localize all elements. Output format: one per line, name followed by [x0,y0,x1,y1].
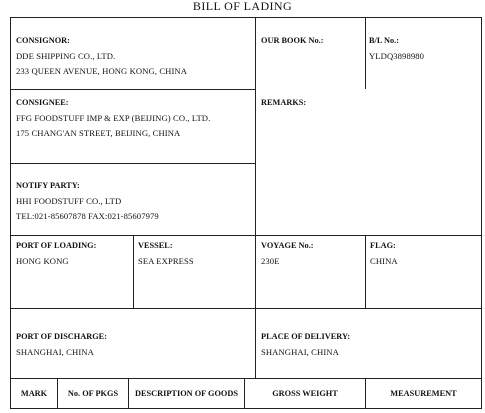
bl-no-section [369,33,479,64]
consignee-address: 175 CHANG'AN STREET, BEIJING, CHINA [16,128,181,139]
vessel-value: SEA EXPRESS [138,255,194,266]
remarks-section [261,95,476,111]
port-of-loading-section [16,238,130,269]
flag-value: CHINA [370,255,398,266]
consignor-label: CONSIGNOR: [16,36,70,45]
header-description-of-goods: DESCRIPTION OF GOODS [135,389,238,398]
divider-ports-bottom [10,308,482,309]
our-book-section [261,33,361,49]
our-book-label: OUR BOOK No.: [261,36,324,45]
header-gross-weight: GROSS WEIGHT [272,389,338,398]
port-of-discharge-label: PORT OF DISCHARGE: [16,332,107,341]
bl-no-label: B/L No.: [369,36,399,45]
header-no-of-pkgs: No. OF PKGS [67,389,119,398]
voyage-no-value: 230E [261,255,280,266]
port-of-loading-value: HONG KONG [16,255,69,266]
header-measurement: MEASUREMENT [390,389,457,398]
bl-no-value: YLDQ3898980 [369,50,425,61]
right-border [481,17,482,409]
header-mark: MARK [20,389,48,398]
remarks-label: REMARKS: [261,98,307,107]
vessel-label: VESSEL: [138,241,173,250]
document-title: BILL OF LADING [192,0,293,13]
divider-vessel-vertical [133,235,134,308]
port-of-loading-label: PORT OF LOADING: [16,241,97,250]
place-of-delivery-label: PLACE OF DELIVERY: [261,332,350,341]
bottom-border [10,408,482,409]
divider-booking-vertical [365,17,366,89]
notify-party-section [16,178,251,225]
consignor-name: DDE SHIPPING CO., LTD. [16,50,116,61]
notify-party-label: NOTIFY PARTY: [16,181,80,190]
voyage-no-label: VOYAGE No.: [261,241,314,250]
consignee-name: FFG FOODSTUFF IMP & EXP (BEIJING) CO., LTD. [16,112,211,123]
place-of-delivery-value: SHANGHAI, CHINA [261,346,339,357]
vessel-section [138,238,252,269]
voyage-no-section [261,238,361,269]
notify-party-contact: TEL:021-85607878 FAX:021-85607979 [16,211,159,222]
divider-consignee-bottom [10,163,255,164]
divider-consignor-bottom [10,89,255,90]
flag-label: FLAG: [370,241,396,250]
divider-discharge-bottom [10,378,482,379]
consignor-address: 233 QUEEN AVENUE, HONG KONG, CHINA [16,66,188,77]
left-border [10,17,11,409]
port-of-discharge-value: SHANGHAI, CHINA [16,346,94,357]
top-border [10,17,482,18]
divider-flag-vertical [365,235,366,308]
divider-notify-bottom [10,235,482,236]
flag-section [370,238,478,269]
consignee-section [16,95,251,142]
place-of-delivery-section [261,329,476,360]
consignor-section [16,33,251,80]
notify-party-name: HHI FOODSTUFF CO., LTD [16,195,122,206]
port-of-discharge-section [16,329,251,360]
divider-main-vertical [255,17,256,378]
consignee-label: CONSIGNEE: [16,98,69,107]
